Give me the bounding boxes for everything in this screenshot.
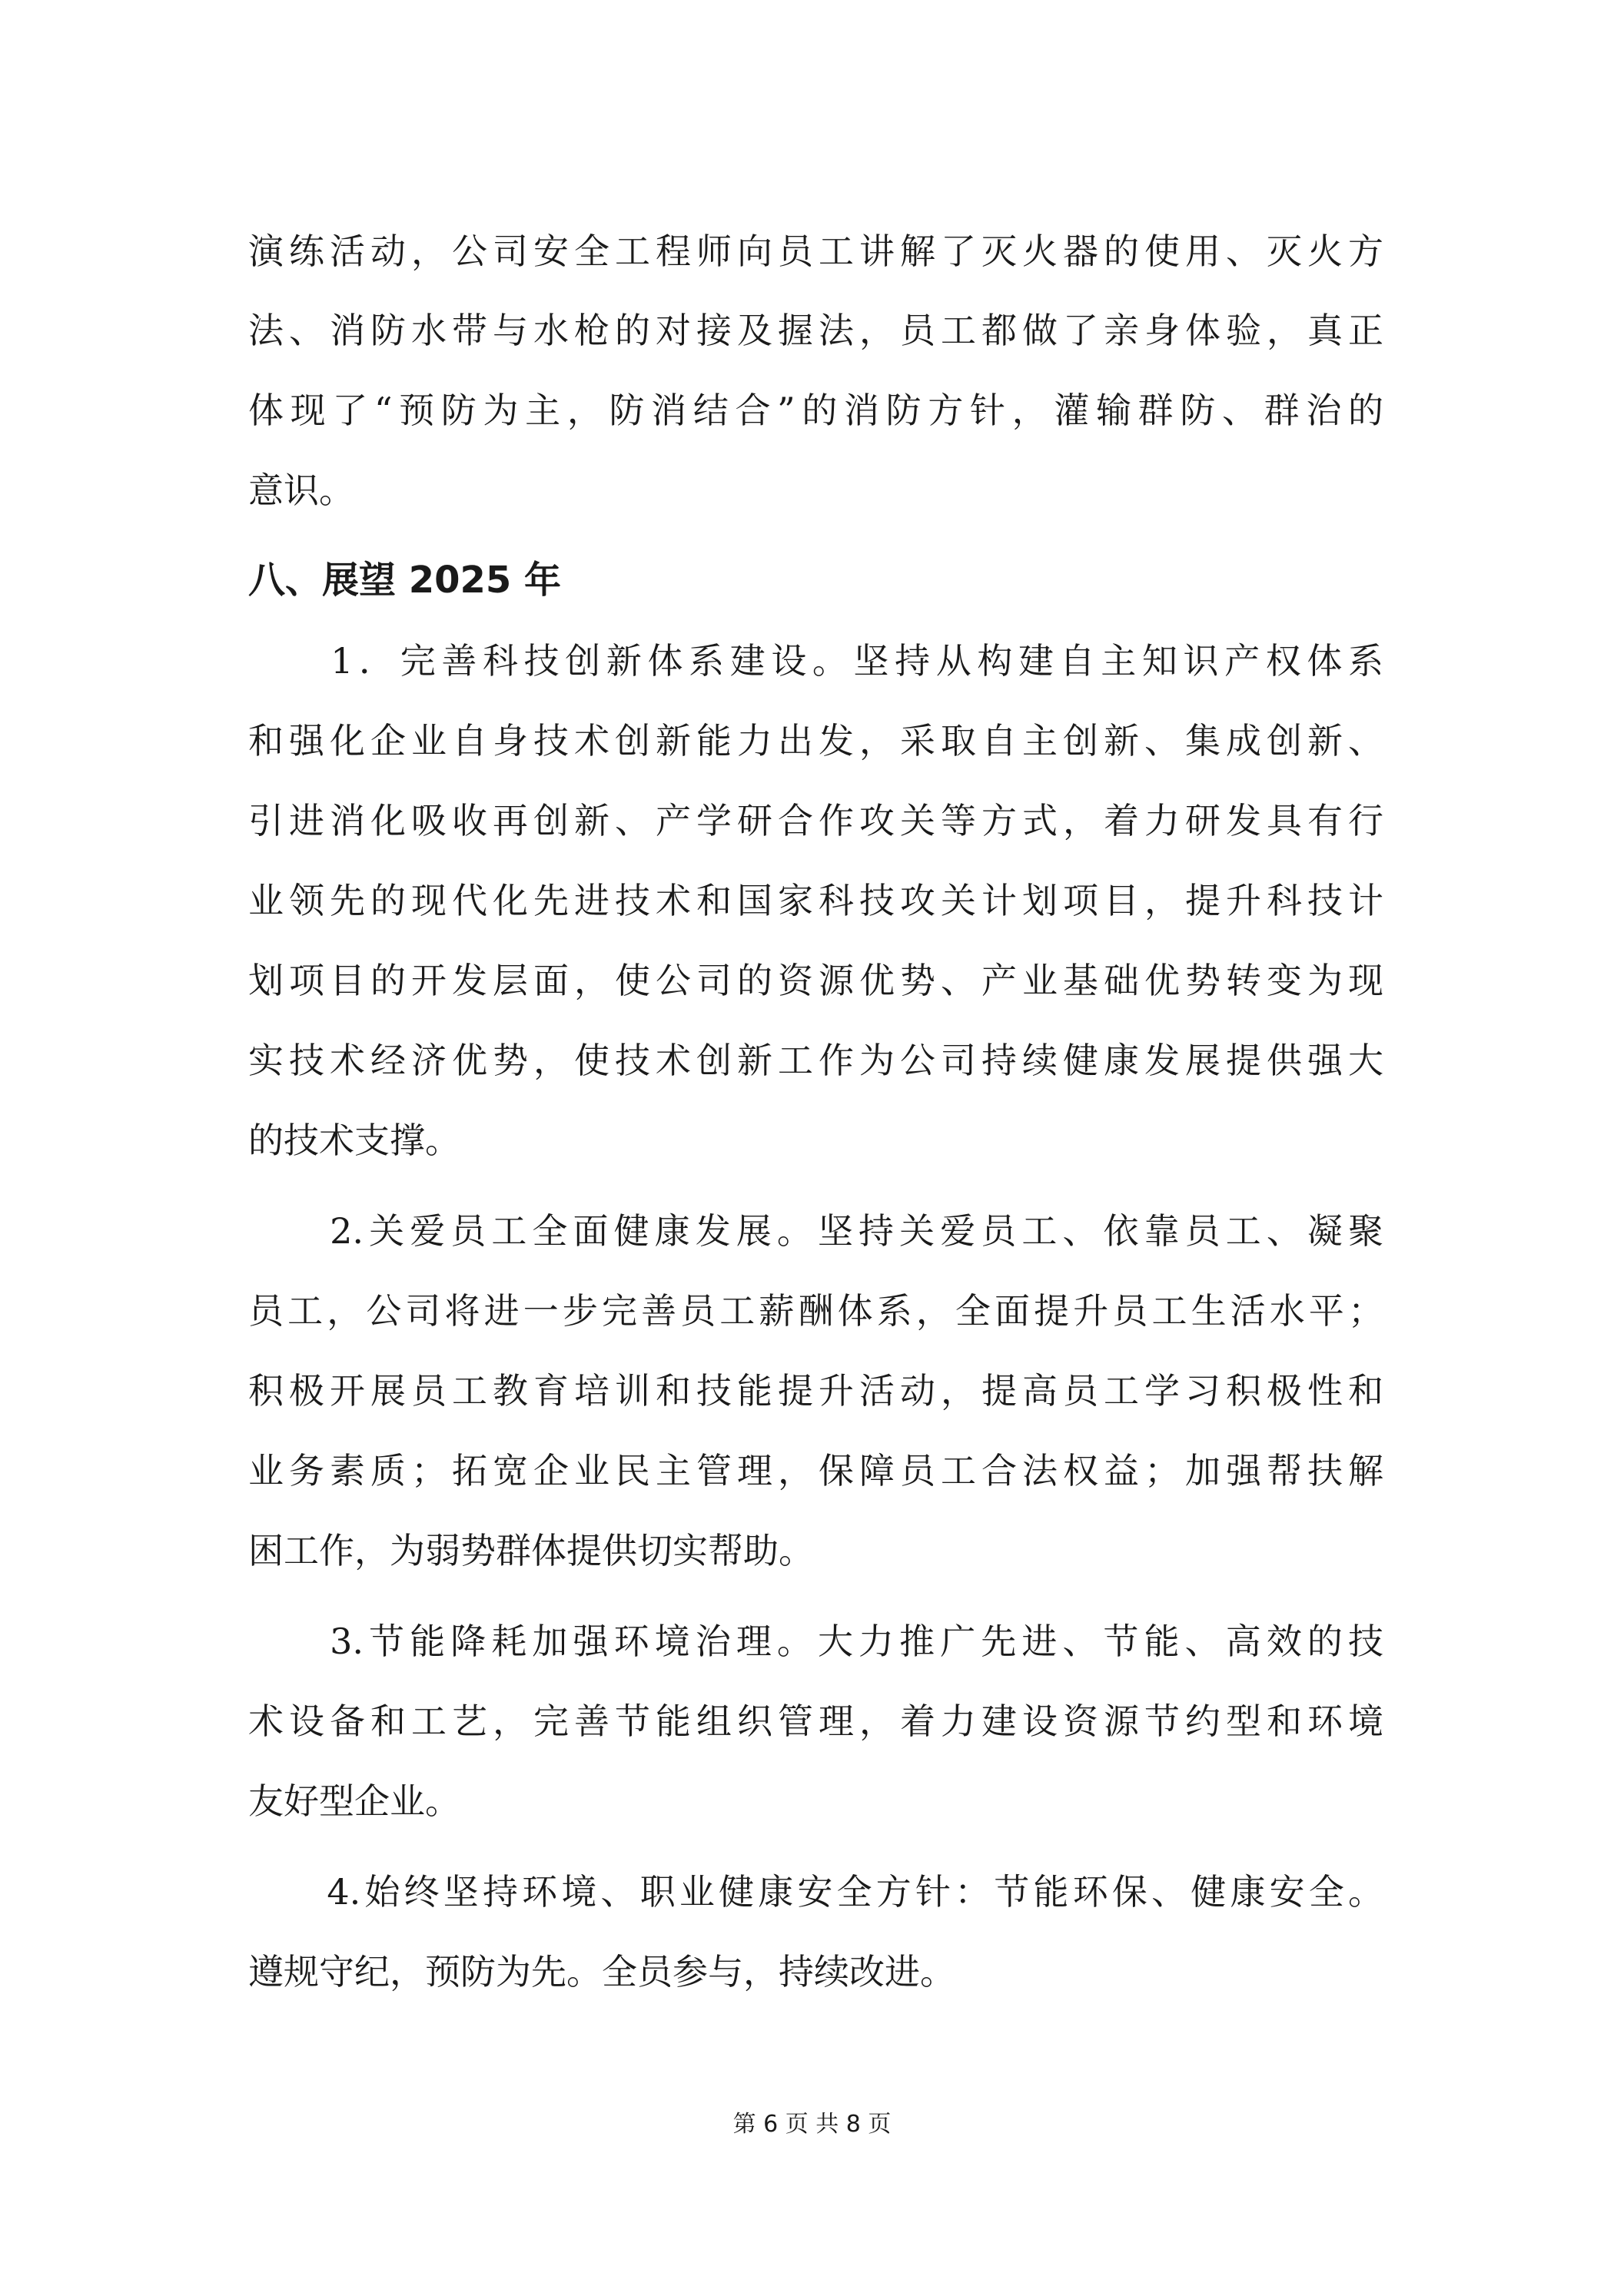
body-text-line: 2.关爱员工全面健康发展。坚持关爱员工、依靠员工、凝聚 [248,1210,1383,1252]
body-text-line: 实技术经济优势，使技术创新工作为公司持续健康发展提供强大 [248,1040,1383,1081]
page-number-footer: 第 6 页 共 8 页 [732,2111,892,2138]
body-text-line: 和强化企业自身技术创新能力出发，采取自主创新、集成创新、 [248,720,1383,761]
body-text-line: 的技术支撑。 [248,1120,460,1161]
body-text-line: 遵规守纪，预防为先。全员参与，持续改进。 [248,1951,955,1992]
body-text-line: 3.节能降耗加强环境治理。大力推广先进、节能、高效的技 [248,1621,1383,1662]
body-text-line: 业领先的现代化先进技术和国家科技攻关计划项目，提升科技计 [248,880,1383,921]
body-text-line: 划项目的开发层面，使公司的资源优势、产业基础优势转变为现 [248,960,1383,1001]
body-text-line: 1．完善科技创新体系建设。坚持从构建自主知识产权体系 [248,640,1383,682]
body-text-line: 演练活动，公司安全工程师向员工讲解了灭火器的使用、灭火方 [248,231,1383,272]
body-text-line: 4.始终坚持环境、职业健康安全方针：节能环保、健康安全。 [248,1871,1383,1913]
body-text-line: 法、消防水带与水枪的对接及握法，员工都做了亲身体验，真正 [248,310,1383,351]
body-text-line: 引进消化吸收再创新、产学研合作攻关等方式，着力研发具有行 [248,800,1383,841]
body-text-line: 员工，公司将进一步完善员工薪酬体系，全面提升员工生活水平； [248,1290,1383,1332]
body-text-line: 困工作，为弱势群体提供切实帮助。 [248,1530,814,1571]
body-text-line: 积极开展员工教育培训和技能提升活动，提高员工学习积极性和 [248,1370,1383,1412]
body-text-line: 体现了“预防为主，防消结合”的消防方针，灌输群防、群治的 [248,390,1383,431]
body-text-line: 友好型企业。 [248,1780,460,1822]
body-text-line: 业务素质；拓宽企业民主管理，保障员工合法权益；加强帮扶解 [248,1450,1383,1491]
body-text-line: 术设备和工艺，完善节能组织管理，着力建设资源节约型和环境 [248,1700,1383,1742]
body-text-line: 意识。 [248,469,354,511]
section-heading: 八、展望 2025 年 [248,559,562,602]
